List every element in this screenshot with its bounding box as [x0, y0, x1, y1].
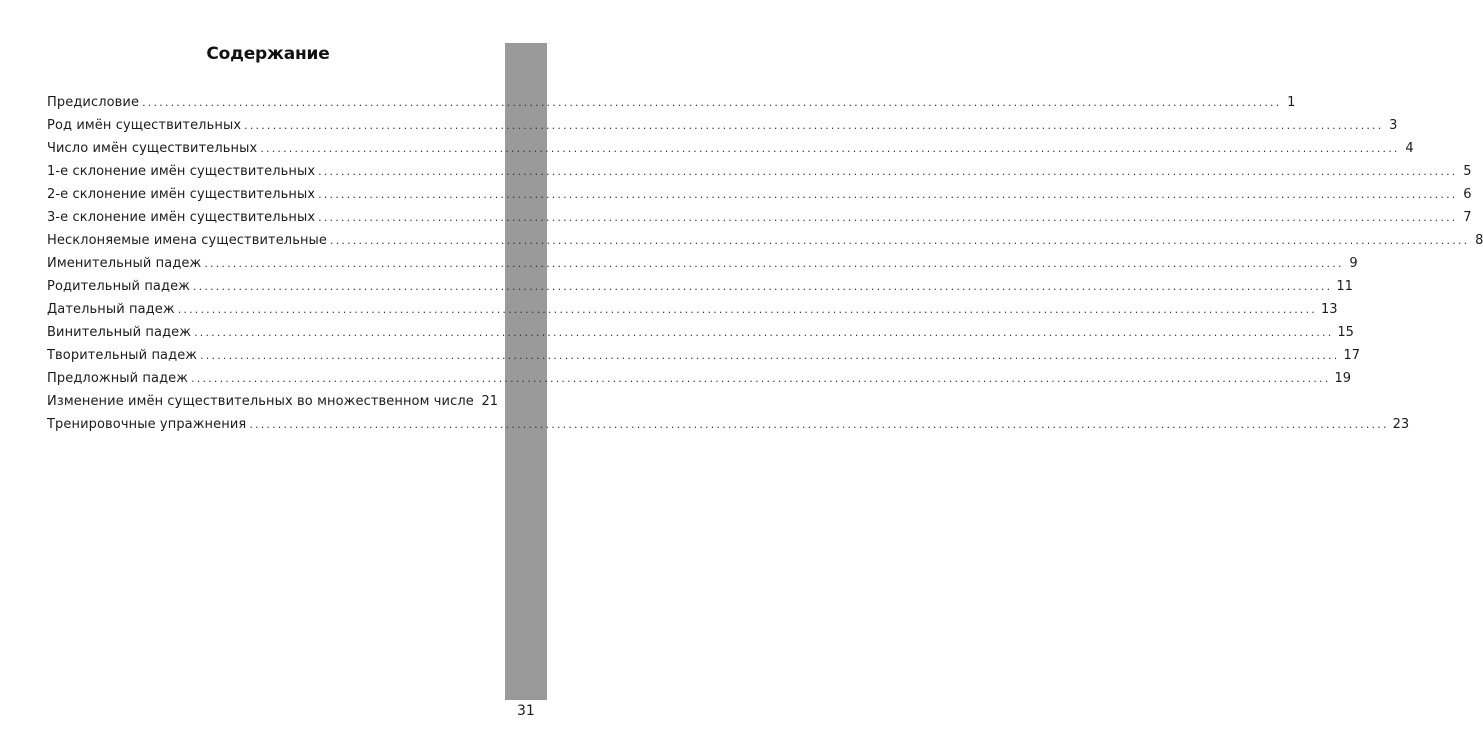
- toc-entry-page: 6: [1463, 187, 1472, 202]
- toc-dot-leader: ........................................................................................................................................................................................................: [260, 142, 1400, 155]
- toc-entry: [47, 367, 1351, 390]
- toc-entry-page: 4: [1405, 141, 1414, 156]
- toc-dot-leader: ........................................................................................................................................................................................................: [177, 303, 1318, 316]
- toc-entry-label: Именительный падеж: [47, 256, 202, 271]
- toc-entry: [47, 275, 1353, 298]
- toc-entry: [47, 321, 1354, 344]
- toc-entry: [47, 160, 1472, 183]
- toc-entry-label: 3-е склонение имён существительных: [47, 210, 316, 225]
- toc-entry-page: 19: [1334, 371, 1351, 386]
- toc-dot-leader: ........................................................................................................................................................................................................: [318, 211, 1458, 224]
- toc-entry: [47, 252, 1358, 275]
- toc-entry-page: 7: [1463, 210, 1472, 225]
- toc-entry-page: 1: [1287, 95, 1296, 110]
- toc-dot-leader: ........................................................................................................................................................................................................: [318, 165, 1458, 178]
- toc-entry-page: 5: [1463, 164, 1472, 179]
- toc-entry-page: 3: [1389, 118, 1398, 133]
- toc-dot-leader: ........................................................................................................................................................................................................: [244, 119, 1384, 132]
- toc-dot-leader: ........................................................................................................................................................................................................: [191, 372, 1331, 385]
- toc-entry-page: 8: [1475, 233, 1483, 248]
- toc-entry-page: 21: [481, 394, 498, 409]
- toc-entry: [47, 91, 1296, 114]
- toc-dot-leader: ........................................................................................................................................................................................................: [200, 349, 1340, 362]
- toc-entry: [47, 298, 1338, 321]
- toc-dot-leader: ........................................................................................................................................................................................................: [204, 257, 1344, 270]
- toc-entry-label: Родительный падеж: [47, 279, 190, 294]
- toc-entry: [47, 413, 1410, 436]
- toc-entry-page: 23: [1392, 417, 1410, 432]
- page-number: 31: [517, 703, 535, 719]
- toc-entry-page: 11: [1336, 279, 1353, 294]
- toc-entry-label: Винительный падеж: [47, 325, 192, 340]
- toc-entry: [47, 344, 1360, 367]
- toc-entry: [47, 137, 1414, 160]
- toc-entry: [47, 114, 1398, 137]
- toc-dot-leader: ........................................................................................................................................................................................................: [330, 234, 1470, 247]
- toc-entry-label: Несклоняемые имена существительные: [47, 233, 328, 248]
- toc-dot-leader: ........................................................................................................................................................................................................: [192, 280, 1333, 293]
- toc-entry-label: Изменение имён существительных во множественном числе: [47, 394, 474, 409]
- toc-dot-leader: [477, 390, 478, 413]
- toc-entry-label: Дательный падеж: [47, 302, 175, 317]
- toc-entry-page: 13: [1321, 302, 1338, 317]
- toc-entry-page: 17: [1343, 348, 1360, 363]
- toc-entry-page: 15: [1337, 325, 1354, 340]
- toc-entry-label: Творительный падеж: [47, 348, 198, 363]
- toc-entry-page: 9: [1349, 256, 1358, 271]
- toc-dot-leader: ........................................................................................................................................................................................................: [194, 326, 1334, 339]
- toc-entry: [47, 206, 1472, 229]
- toc-entry-label: Предисловие: [47, 95, 140, 110]
- toc-entry-label: Тренировочные упражнения: [47, 417, 247, 432]
- toc-dot-leader: ........................................................................................................................................................................................................: [249, 418, 1389, 431]
- toc-entry-label: 1-е склонение имён существительных: [47, 164, 316, 179]
- toc-entry-label: Предложный падеж: [47, 371, 189, 386]
- toc-entry-label: Число имён существительных: [47, 141, 258, 156]
- toc-entry-label: Род имён существительных: [47, 118, 242, 133]
- toc-entry: [47, 183, 1472, 206]
- toc-dot-leader: ........................................................................................................................................................................................................: [142, 96, 1282, 109]
- toc-entry: [47, 229, 1483, 252]
- table-of-contents: [47, 91, 1483, 436]
- toc-entry-label: 2-е склонение имён существительных: [47, 187, 316, 202]
- toc-entry: [47, 390, 498, 413]
- toc-dot-leader: ........................................................................................................................................................................................................: [318, 188, 1458, 201]
- page-title: Содержание: [206, 44, 330, 64]
